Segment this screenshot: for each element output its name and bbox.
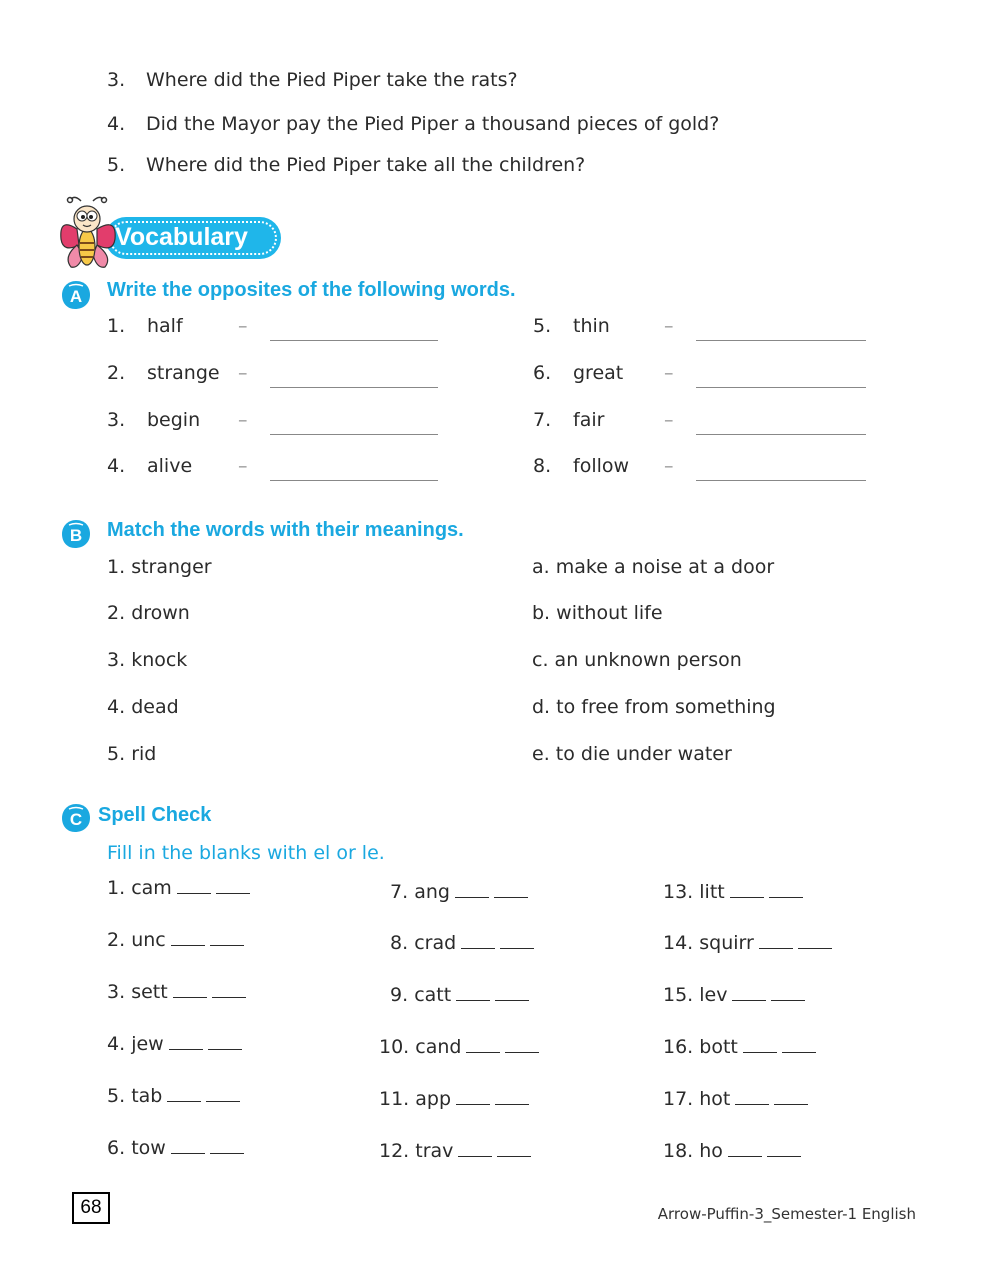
question-5 xyxy=(107,154,585,176)
item-number: 6. xyxy=(107,1137,126,1159)
question-number: 4. xyxy=(107,113,126,135)
opposite-item-1 xyxy=(107,315,447,343)
question-4 xyxy=(107,113,719,135)
item-number: 10. xyxy=(379,1036,410,1058)
blank-line[interactable] xyxy=(798,948,832,949)
meaning-text: without life xyxy=(556,602,663,624)
match-meaning-d xyxy=(532,696,776,718)
item-number: 4. xyxy=(107,696,126,718)
item-dash: – xyxy=(664,362,674,384)
meaning-text: to free from something xyxy=(556,696,776,718)
item-number: 17. xyxy=(663,1088,694,1110)
item-word: begin xyxy=(147,409,201,431)
blank-line[interactable] xyxy=(210,945,244,946)
blank-line[interactable] xyxy=(500,948,534,949)
item-word: unc xyxy=(131,929,166,951)
blank-line[interactable] xyxy=(495,1000,529,1001)
item-dash: – xyxy=(664,455,674,477)
item-number: 1. xyxy=(107,556,126,578)
opposite-item-7 xyxy=(533,409,873,437)
section-a-badge-letter: A xyxy=(69,287,83,306)
blank-line[interactable] xyxy=(743,1052,777,1053)
spell-item-16 xyxy=(663,1036,816,1058)
match-meaning-c xyxy=(532,649,742,671)
item-word: great xyxy=(573,362,624,384)
section-b-heading: Match the words with their meanings. xyxy=(107,519,464,541)
opposite-item-4 xyxy=(107,455,447,483)
blank-line[interactable] xyxy=(208,1049,242,1050)
book-title: Arrow-Puffin-3_Semester-1 English xyxy=(657,1205,916,1223)
question-number: 3. xyxy=(107,69,126,91)
item-dash: – xyxy=(664,315,674,337)
blank-line[interactable] xyxy=(456,1104,490,1105)
blank-line[interactable] xyxy=(730,897,764,898)
opposite-item-6 xyxy=(533,362,873,390)
section-b-badge-icon xyxy=(61,519,91,549)
item-number: 12. xyxy=(379,1140,410,1162)
item-word: tow xyxy=(131,1137,166,1159)
vocabulary-banner xyxy=(57,195,287,275)
item-word: sett xyxy=(131,981,168,1003)
answer-line[interactable] xyxy=(696,340,866,341)
item-number: 7. xyxy=(390,881,409,903)
item-number: 6. xyxy=(533,362,552,384)
item-number: 14. xyxy=(663,932,694,954)
blank-line[interactable] xyxy=(461,948,495,949)
spell-item-7 xyxy=(390,881,528,903)
vocabulary-title: Vocabulary xyxy=(115,223,248,251)
blank-line[interactable] xyxy=(173,997,207,998)
item-word: drown xyxy=(131,602,190,624)
item-word: ang xyxy=(414,881,450,903)
item-number: 2. xyxy=(107,929,126,951)
opposite-item-3 xyxy=(107,409,447,437)
meaning-text: to die under water xyxy=(555,743,732,765)
blank-line[interactable] xyxy=(767,1156,801,1157)
blank-line[interactable] xyxy=(206,1101,240,1102)
blank-line[interactable] xyxy=(782,1052,816,1053)
match-word-2 xyxy=(107,602,190,624)
item-word: stranger xyxy=(131,556,212,578)
item-word: hot xyxy=(699,1088,731,1110)
spell-item-5 xyxy=(107,1085,240,1107)
blank-line[interactable] xyxy=(732,1000,766,1001)
item-word: trav xyxy=(415,1140,454,1162)
item-dash: – xyxy=(238,315,248,337)
item-word: rid xyxy=(131,743,157,765)
question-3 xyxy=(107,69,518,91)
item-dash: – xyxy=(238,409,248,431)
item-word: ho xyxy=(699,1140,723,1162)
page-number: 68 xyxy=(72,1192,110,1224)
item-number: 15. xyxy=(663,984,694,1006)
section-b-badge-letter: B xyxy=(69,526,83,545)
item-word: follow xyxy=(573,455,630,477)
item-number: 16. xyxy=(663,1036,694,1058)
answer-line[interactable] xyxy=(696,480,866,481)
section-c-badge-icon xyxy=(61,803,91,833)
item-number: 2. xyxy=(107,362,126,384)
item-number: 5. xyxy=(533,315,552,337)
opposite-item-5 xyxy=(533,315,873,343)
answer-line[interactable] xyxy=(696,434,866,435)
item-number: 8. xyxy=(533,455,552,477)
item-word: strange xyxy=(147,362,220,384)
blank-line[interactable] xyxy=(167,1101,201,1102)
answer-line[interactable] xyxy=(270,434,438,435)
item-number: 3. xyxy=(107,981,126,1003)
spell-item-13 xyxy=(663,881,803,903)
item-word: dead xyxy=(131,696,179,718)
blank-line[interactable] xyxy=(494,897,528,898)
item-word: litt xyxy=(699,881,725,903)
opposite-item-8 xyxy=(533,455,873,483)
item-number: 4. xyxy=(107,1033,126,1055)
item-word: cand xyxy=(415,1036,462,1058)
item-word: catt xyxy=(414,984,452,1006)
section-a-badge-icon xyxy=(61,280,91,310)
item-number: 1. xyxy=(107,877,126,899)
spell-item-15 xyxy=(663,984,805,1006)
spell-item-12 xyxy=(379,1140,531,1162)
blank-line[interactable] xyxy=(505,1052,539,1053)
match-word-3 xyxy=(107,649,187,671)
spell-item-6 xyxy=(107,1137,244,1159)
item-word: lev xyxy=(699,984,728,1006)
spell-item-4 xyxy=(107,1033,242,1055)
item-word: tab xyxy=(131,1085,163,1107)
section-c-instruction: Fill in the blanks with el or le. xyxy=(107,842,385,864)
item-word: knock xyxy=(131,649,188,671)
spell-item-9 xyxy=(390,984,529,1006)
blank-line[interactable] xyxy=(759,948,793,949)
opposite-item-2 xyxy=(107,362,447,390)
section-c-heading: Spell Check xyxy=(98,804,212,826)
spell-item-3 xyxy=(107,981,246,1003)
blank-line[interactable] xyxy=(771,1000,805,1001)
blank-line[interactable] xyxy=(169,1049,203,1050)
match-word-1 xyxy=(107,556,212,578)
spell-item-18 xyxy=(663,1140,801,1162)
item-word: app xyxy=(415,1088,452,1110)
item-dash: – xyxy=(238,455,248,477)
match-word-4 xyxy=(107,696,179,718)
item-number: 7. xyxy=(533,409,552,431)
blank-line[interactable] xyxy=(774,1104,808,1105)
question-text: Where did the Pied Piper take the rats? xyxy=(146,69,518,91)
match-word-5 xyxy=(107,743,156,765)
item-number: 5. xyxy=(107,1085,126,1107)
blank-line[interactable] xyxy=(210,1153,244,1154)
spell-item-14 xyxy=(663,932,832,954)
section-a-heading: Write the opposites of the following words. xyxy=(107,279,516,301)
meaning-text: make a noise at a door xyxy=(555,556,775,578)
answer-line[interactable] xyxy=(270,480,438,481)
item-number: 2. xyxy=(107,602,126,624)
match-meaning-a xyxy=(532,556,774,578)
item-word: bott xyxy=(699,1036,738,1058)
blank-line[interactable] xyxy=(171,945,205,946)
meaning-letter: b. xyxy=(532,602,551,624)
question-number: 5. xyxy=(107,154,126,176)
answer-line[interactable] xyxy=(270,340,438,341)
spell-item-1 xyxy=(107,877,250,899)
item-word: jew xyxy=(131,1033,164,1055)
meaning-letter: a. xyxy=(532,556,550,578)
spell-item-11 xyxy=(379,1088,529,1110)
blank-line[interactable] xyxy=(455,897,489,898)
item-number: 13. xyxy=(663,881,694,903)
blank-line[interactable] xyxy=(456,1000,490,1001)
item-number: 18. xyxy=(663,1140,694,1162)
answer-line[interactable] xyxy=(696,387,866,388)
section-c-badge-letter: C xyxy=(69,810,83,829)
blank-line[interactable] xyxy=(171,1153,205,1154)
spell-item-2 xyxy=(107,929,244,951)
butterfly-mascot-icon xyxy=(57,195,121,275)
question-text: Where did the Pied Piper take all the children? xyxy=(146,154,586,176)
item-number: 11. xyxy=(379,1088,410,1110)
item-dash: – xyxy=(664,409,674,431)
item-number: 8. xyxy=(390,932,409,954)
blank-line[interactable] xyxy=(497,1156,531,1157)
blank-line[interactable] xyxy=(212,997,246,998)
spell-item-17 xyxy=(663,1088,808,1110)
match-meaning-b xyxy=(532,602,663,624)
item-number: 1. xyxy=(107,315,126,337)
question-text: Did the Mayor pay the Pied Piper a thousand pieces of gold? xyxy=(146,113,720,135)
item-word: cam xyxy=(131,877,172,899)
item-word: fair xyxy=(573,409,605,431)
blank-line[interactable] xyxy=(728,1156,762,1157)
match-meaning-e xyxy=(532,743,732,765)
blank-line[interactable] xyxy=(216,893,250,894)
blank-line[interactable] xyxy=(177,893,211,894)
item-number: 3. xyxy=(107,409,126,431)
meaning-text: an unknown person xyxy=(554,649,742,671)
item-word: thin xyxy=(573,315,610,337)
item-number: 5. xyxy=(107,743,126,765)
blank-line[interactable] xyxy=(458,1156,492,1157)
item-number: 4. xyxy=(107,455,126,477)
item-word: crad xyxy=(414,932,457,954)
answer-line[interactable] xyxy=(270,387,438,388)
blank-line[interactable] xyxy=(466,1052,500,1053)
blank-line[interactable] xyxy=(495,1104,529,1105)
meaning-letter: e. xyxy=(532,743,550,765)
item-dash: – xyxy=(238,362,248,384)
spell-item-10 xyxy=(379,1036,539,1058)
spell-item-8 xyxy=(390,932,534,954)
item-number: 9. xyxy=(390,984,409,1006)
item-word: alive xyxy=(147,455,193,477)
item-number: 3. xyxy=(107,649,126,671)
item-word: half xyxy=(147,315,183,337)
item-word: squirr xyxy=(699,932,754,954)
blank-line[interactable] xyxy=(769,897,803,898)
blank-line[interactable] xyxy=(735,1104,769,1105)
meaning-letter: c. xyxy=(532,649,549,671)
meaning-letter: d. xyxy=(532,696,551,718)
